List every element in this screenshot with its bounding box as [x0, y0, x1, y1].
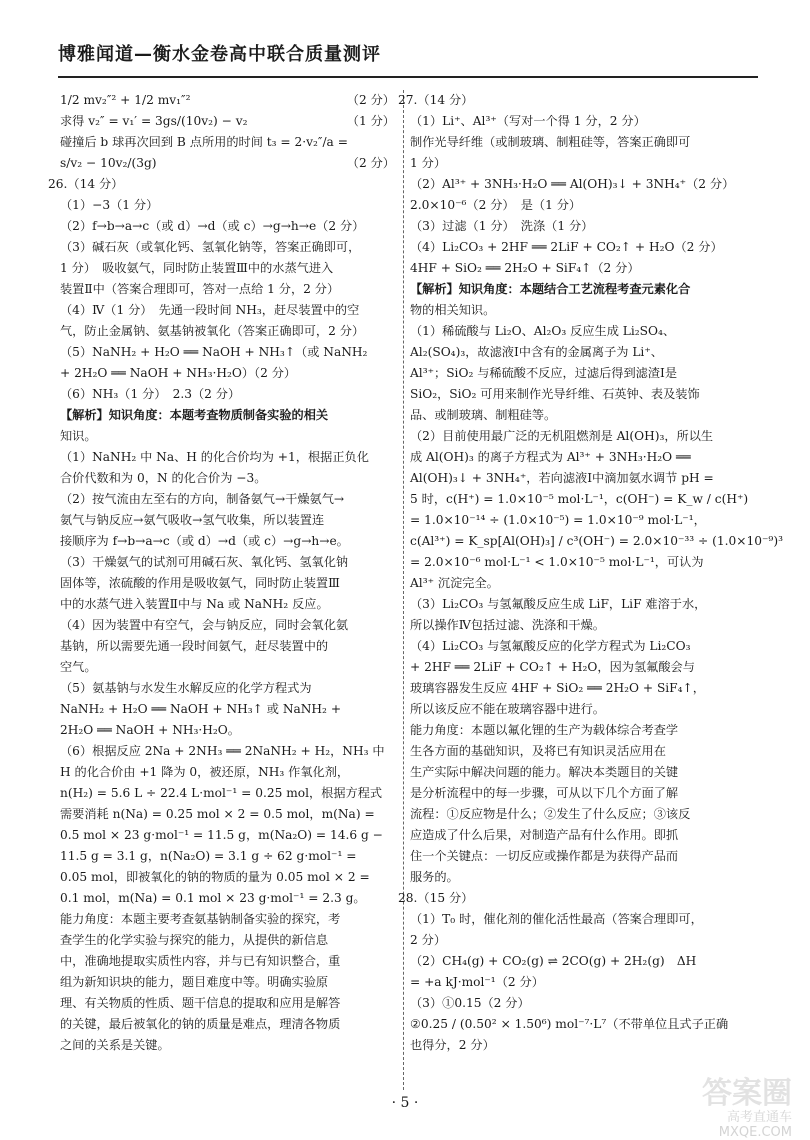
text-line [60, 867, 395, 888]
text-line [60, 699, 395, 720]
text-line [60, 90, 395, 111]
line-text: Al₂(SO₄)₃，故滤液Ⅰ中含有的金属离子为 Li⁺、 [410, 345, 663, 359]
text-line [410, 468, 750, 489]
line-text: 2H₂O ══ NaOH + NH₃·H₂O。 [60, 723, 240, 737]
text-line [60, 741, 395, 762]
text-line [410, 111, 750, 132]
line-text: 27.（14 分） [398, 93, 474, 107]
text-line [410, 342, 750, 363]
text-line [410, 552, 750, 573]
line-text: 能力角度：本题主要考查氨基钠制备实验的探究，考 [60, 912, 341, 926]
line-text: 装置Ⅱ中（答案合理即可，答对一点给 1 分，2 分） [60, 282, 340, 296]
line-text: Al(OH)₃↓ + 3NH₄⁺，若向滤液Ⅰ中滴加氨水调节 pH = [410, 471, 714, 485]
text-line [60, 237, 395, 258]
text-line [410, 825, 750, 846]
line-text: （3）碱石灰（或氧化钙、氢氧化钠等，答案正确即可， [60, 240, 361, 254]
line-text: （4）Li₂CO₃ + 2HF ══ 2LiF + CO₂↑ + H₂O（2 分） [410, 240, 723, 254]
line-text: （2）按气流由左至右的方向，制备氨气→干燥氨气→ [60, 492, 345, 506]
text-line [60, 594, 395, 615]
text-line [60, 888, 395, 909]
line-text: （1）T₀ 时，催化剂的催化活性最高（答案合理即可， [410, 912, 703, 926]
line-score: （2 分） [346, 93, 395, 107]
text-line [60, 384, 395, 405]
text-line [410, 489, 750, 510]
text-line [60, 762, 395, 783]
line-text: Al³⁺；SiO₂ 与稀硫酸不反应，过滤后得到滤渣Ⅰ是 [410, 366, 678, 380]
line-score: （1 分） [346, 114, 395, 128]
line-text: 玻璃容器发生反应 4HF + SiO₂ ══ 2H₂O + SiF₄↑， [410, 681, 705, 695]
text-line [410, 132, 750, 153]
line-text: 气，防止金属钠、氨基钠被氧化（答案正确即可，2 分） [60, 324, 365, 338]
text-line [60, 1014, 395, 1035]
line-text: 也得分，2 分） [410, 1038, 495, 1052]
text-line [410, 720, 750, 741]
text-line [60, 720, 395, 741]
line-text: n(H₂) = 5.6 L ÷ 22.4 L·mol⁻¹ = 0.25 mol，根据方程式 [60, 786, 383, 800]
line-text: 基钠，所以需要先通一段时间氨气，赶尽装置中的 [60, 639, 329, 653]
text-line [60, 195, 395, 216]
line-text: 生产实际中解决问题的能力。解决本类题目的关键 [410, 765, 679, 779]
text-line [410, 909, 750, 930]
text-line [410, 573, 750, 594]
page-number: · 5 · [391, 1095, 419, 1111]
line-text: 求得 v₂″ = v₁′ = 3gs/(10v₂) − v₂ [60, 114, 248, 128]
text-line [60, 615, 395, 636]
text-line [60, 951, 395, 972]
text-line [410, 447, 750, 468]
text-line [60, 510, 395, 531]
line-text: 生各方面的基础知识，及将已有知识灵活应用在 [410, 744, 666, 758]
line-text: （2）Al³⁺ + 3NH₃·H₂O ══ Al(OH)₃↓ + 3NH₄⁺（2 分） [410, 177, 735, 191]
line-text: 中，准确地提取实质性内容，并与已有知识整合，重 [60, 954, 341, 968]
text-line [60, 678, 395, 699]
line-text: （3）Li₂CO₃ 与氢氟酸反应生成 LiF，LiF 难溶于水， [410, 597, 707, 611]
line-text: 1 分） 吸收氨气，同时防止装置Ⅲ中的水蒸气进入 [60, 261, 334, 275]
line-text: 成 Al(OH)₃ 的离子方程式为 Al³⁺ + 3NH₃·H₂O ══ [410, 450, 691, 464]
line-text: 理、有关物质的性质、题干信息的提取和应用是解答 [60, 996, 341, 1010]
text-line [60, 909, 395, 930]
line-text: 11.5 g = 3.1 g，n(Na₂O) = 3.1 g ÷ 62 g·mol⁻¹ = [60, 849, 357, 863]
line-text: 2.0×10⁻⁶（2 分） 是（1 分） [410, 198, 582, 212]
line-text: 需要消耗 n(Na) = 0.25 mol × 2 = 0.5 mol，m(Na) = [60, 807, 375, 821]
line-text: H 的化合价由 +1 降为 0，被还原，NH₃ 作氧化剂， [60, 765, 350, 779]
text-line [410, 867, 750, 888]
line-text: + 2HF ══ 2LiF + CO₂↑ + H₂O，因为氢氟酸会与 [410, 660, 695, 674]
line-text: 所以该反应不能在玻璃容器中进行。 [410, 702, 605, 716]
line-text: （2）f→b→a→c（或 d）→d（或 c）→g→h→e（2 分） [60, 219, 365, 233]
line-text: 物的相关知识。 [410, 303, 496, 317]
text-line [60, 825, 395, 846]
text-line [410, 363, 750, 384]
text-line [60, 258, 395, 279]
text-line [60, 783, 395, 804]
line-text: 5 时，c(H⁺) = 1.0×10⁻⁵ mol·L⁻¹，c(OH⁻) = K_w / c(H⁺) [410, 492, 749, 506]
text-line [410, 174, 750, 195]
line-text: 合价代数和为 0，N 的化合价为 −3。 [60, 471, 267, 485]
text-line [410, 657, 750, 678]
text-line [60, 993, 395, 1014]
text-line [410, 321, 750, 342]
line-text: 28.（15 分） [398, 891, 474, 905]
line-text: 4HF + SiO₂ ══ 2H₂O + SiF₄↑（2 分） [410, 261, 640, 275]
line-text: （3）①0.15（2 分） [410, 996, 530, 1010]
line-text: 服务的。 [410, 870, 459, 884]
line-text: （1）−3（1 分） [60, 198, 159, 212]
header-rule [58, 76, 758, 78]
text-line [60, 972, 395, 993]
line-text: 1/2 mv₂″² + 1/2 mv₁″² [60, 93, 191, 107]
line-text: 中的水蒸气进入装置Ⅱ中与 Na 或 NaNH₂ 反应。 [60, 597, 329, 611]
text-line [410, 741, 750, 762]
line-text: ②0.25 / (0.50² × 1.50⁶) mol⁻⁷·L⁷（不带单位且式子正确 [410, 1017, 729, 1031]
line-text: 0.5 mol × 23 g·mol⁻¹ = 11.5 g，m(Na₂O) = 14.6 g − [60, 828, 383, 842]
text-line [410, 216, 750, 237]
line-text: = 2.0×10⁻⁶ mol·L⁻¹ < 1.0×10⁻⁵ mol·L⁻¹，可认为 [410, 555, 704, 569]
line-text: 是分析流程中的每一步骤，可从以下几个方面了解 [410, 786, 679, 800]
text-line [410, 993, 750, 1014]
line-text: （5）NaNH₂ + H₂O ══ NaOH + NH₃↑（或 NaNH₂ [60, 345, 368, 359]
watermark-logo [702, 1078, 792, 1140]
line-text: 住一个关键点：一切反应或操作都是为获得产品而 [410, 849, 679, 863]
text-line [60, 930, 395, 951]
text-line [60, 636, 395, 657]
line-text: （6）NH₃（1 分） 2.3（2 分） [60, 387, 241, 401]
left-column [48, 90, 395, 1090]
text-line [60, 279, 395, 300]
text-line [410, 405, 750, 426]
text-line [398, 90, 750, 111]
line-text: 之间的关系是关键。 [60, 1038, 170, 1052]
watermark-big-text: 答案圈 [702, 1076, 792, 1111]
column-divider [403, 90, 404, 1090]
text-line [60, 552, 395, 573]
text-line [60, 447, 395, 468]
text-line [410, 195, 750, 216]
text-line [60, 132, 395, 153]
line-text: SiO₂，SiO₂ 可用来制作光导纤维、石英钟、表及装饰 [410, 387, 700, 401]
line-text: （2）CH₄(g) + CO₂(g) ⇌ 2CO(g) + 2H₂(g) ΔH [410, 954, 697, 968]
line-text: 能力角度：本题以氟化锂的生产为载体综合考查学 [410, 723, 679, 737]
line-text: （1）NaNH₂ 中 Na、H 的化合价均为 +1，根据正负化 [60, 450, 369, 464]
text-line [410, 384, 750, 405]
text-line [410, 258, 750, 279]
line-text: 【解析】知识角度：本题结合工艺流程考查元素化合 [410, 282, 691, 296]
line-text: = 1.0×10⁻¹⁴ ÷ (1.0×10⁻⁵) = 1.0×10⁻⁹ mol·L⁻¹， [410, 513, 706, 527]
line-text: （4）Li₂CO₃ 与氢氟酸反应的化学方程式为 Li₂CO₃ [410, 639, 691, 653]
text-line [410, 153, 750, 174]
text-line [60, 405, 395, 426]
line-text: 空气。 [60, 660, 97, 674]
watermark-small-text: 高考直通车 [726, 1110, 792, 1125]
text-line [410, 237, 750, 258]
text-line [410, 426, 750, 447]
text-line [410, 300, 750, 321]
line-text: （3）过滤（1 分） 洗涤（1 分） [410, 219, 594, 233]
text-line [60, 846, 395, 867]
line-text: 查学生的化学实验与探究的能力，从提供的新信息 [60, 933, 329, 947]
line-text: 1 分） [410, 156, 447, 170]
line-text: 0.05 mol，即被氧化的钠的物质的量为 0.05 mol × 2 = [60, 870, 370, 884]
line-text: （2）目前使用最广泛的无机阻燃剂是 Al(OH)₃，所以生 [410, 429, 714, 443]
text-line [60, 804, 395, 825]
text-line [60, 363, 395, 384]
line-text: 应造成了什么后果，对制造产品有什么作用。即抓 [410, 828, 679, 842]
line-text: 组为新知识块的能力，题目难度中等。明确实验原 [60, 975, 329, 989]
text-line [410, 1014, 750, 1035]
line-text: c(Al³⁺) = K_sp[Al(OH)₃] / c³(OH⁻) = 2.0×10⁻³³ ÷ (1.0×10⁻⁹)³ [410, 534, 783, 548]
line-text: （6）根据反应 2Na + 2NH₃ ══ 2NaNH₂ + H₂，NH₃ 中 [60, 744, 385, 758]
line-text: （4）因为装置中有空气，会与钠反应，同时会氧化氨 [60, 618, 349, 632]
text-line [410, 531, 783, 552]
text-line [410, 951, 750, 972]
text-line [60, 111, 395, 132]
text-line [410, 804, 750, 825]
line-text: 固体等，浓硫酸的作用是吸收氨气，同时防止装置Ⅲ [60, 576, 340, 590]
line-text: 2 分） [410, 933, 447, 947]
text-line [60, 1035, 395, 1056]
line-text: s/v₂ − 10v₂/(3g) [60, 156, 157, 170]
line-text: 制作光导纤维（或制玻璃、制粗硅等，答案正确即可 [410, 135, 691, 149]
line-text: 流程：①反应物是什么；②发生了什么反应；③该反 [410, 807, 691, 821]
page-header-title: 博雅闻道—衡水金卷高中联合质量测评 [58, 44, 381, 65]
text-line [410, 510, 750, 531]
text-line [60, 657, 395, 678]
line-text: 品、或制玻璃、制粗硅等。 [410, 408, 557, 422]
line-text: （5）氨基钠与水发生水解反应的化学方程式为 [60, 681, 312, 695]
line-text: 碰撞后 b 球再次回到 B 点所用的时间 t₃ = 2·v₂″/a = [60, 135, 348, 149]
line-text: Al³⁺ 沉淀完全。 [410, 576, 499, 590]
watermark-url: MXQE.COM [718, 1125, 792, 1140]
line-text: NaNH₂ + H₂O ══ NaOH + NH₃↑ 或 NaNH₂ + [60, 702, 342, 716]
text-line [410, 615, 750, 636]
line-text: 知识。 [60, 429, 97, 443]
text-line [60, 153, 395, 174]
right-column [398, 90, 783, 1090]
text-line [410, 699, 750, 720]
line-text: = +a kJ·mol⁻¹（2 分） [410, 975, 544, 989]
line-text: 氨气与钠反应→氨气吸收→氢气收集，所以装置连 [60, 513, 325, 527]
text-line [60, 216, 395, 237]
text-line [410, 1035, 750, 1056]
line-text: 【解析】知识角度：本题考查物质制备实验的相关 [60, 408, 329, 422]
text-line [410, 846, 750, 867]
text-line [48, 174, 395, 195]
text-line [60, 489, 395, 510]
line-score: （2 分） [346, 156, 395, 170]
text-line [60, 531, 395, 552]
text-line [410, 279, 750, 300]
text-line [410, 594, 750, 615]
text-line [60, 321, 395, 342]
line-text: 接顺序为 f→b→a→c（或 d）→d（或 c）→g→h→e。 [60, 534, 349, 548]
text-line [60, 426, 395, 447]
text-line [410, 762, 750, 783]
text-line [410, 636, 750, 657]
line-text: （1）稀硫酸与 Li₂O、Al₂O₃ 反应生成 Li₂SO₄、 [410, 324, 676, 338]
line-text: + 2H₂O ══ NaOH + NH₃·H₂O）（2 分） [60, 366, 297, 380]
line-text: （1）Li⁺、Al³⁺（写对一个得 1 分，2 分） [410, 114, 646, 128]
text-line [60, 300, 395, 321]
line-text: 0.1 mol，m(Na) = 0.1 mol × 23 g·mol⁻¹ = 2.3 g。 [60, 891, 366, 905]
line-text: 所以操作Ⅳ包括过滤、洗涤和干燥。 [410, 618, 605, 632]
text-line [398, 888, 750, 909]
line-text: 26.（14 分） [48, 177, 124, 191]
text-line [60, 468, 395, 489]
text-line [60, 573, 395, 594]
text-line [410, 972, 750, 993]
text-line [410, 783, 750, 804]
text-line [410, 930, 750, 951]
line-text: （3）干燥氨气的试剂可用碱石灰、氧化钙、氢氧化钠 [60, 555, 349, 569]
line-text: （4）Ⅳ（1 分） 先通一段时间 NH₃，赶尽装置中的空 [60, 303, 360, 317]
text-line [60, 342, 395, 363]
line-text: 的关键，最后被氧化的钠的质量是难点，理清各物质 [60, 1017, 341, 1031]
text-line [410, 678, 750, 699]
